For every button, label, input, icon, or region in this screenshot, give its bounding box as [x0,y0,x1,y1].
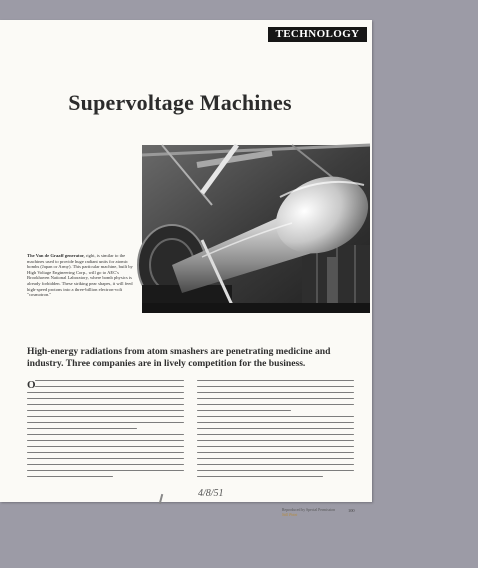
body-text-line [197,422,354,423]
caption-text: right, is similar to the machines used to provide huge radiant units for atomic bombs (Japan or Army). This particular machine, built by High Voltage Engineering Corp., will go to AEC's Brookhaven National Laboratory, where bomb physics is already forbidden. These striking pear shapes, it will feed high-speed protons into a three-billion electron-volt "cosmotron." [27,253,133,298]
body-text-line [197,452,354,453]
body-text-line [197,398,354,399]
body-text-line [197,380,354,381]
photo-caption [27,253,135,298]
body-text-line [197,416,354,417]
body-column-left [27,380,184,480]
body-text-line [27,404,184,405]
pen-mark [159,494,164,504]
body-text-line [27,392,184,393]
body-text-line [197,440,354,441]
body-text-line [197,434,354,435]
credit-line: Reproduced by Special Permission [282,508,336,512]
van-de-graaff-photo [142,145,370,313]
credit-stamp: Still Point [282,513,298,517]
body-text-line [197,392,354,393]
article-title: Supervoltage Machines [68,90,292,115]
body-text-line [35,380,184,381]
body-text-line [27,452,184,453]
body-columns [27,380,357,480]
body-text-line [27,422,184,423]
body-text-line [35,386,184,387]
magazine-page [0,20,372,517]
body-text-line [27,470,184,471]
body-column-right [197,380,354,480]
body-text-line [27,410,184,411]
body-text-line [197,386,354,387]
body-text-line [197,476,323,477]
drop-cap: O [27,379,36,391]
body-text-line [197,464,354,465]
body-text-line [27,398,184,399]
body-text-line [197,458,354,459]
article-photo [142,145,370,313]
body-text-line [197,404,354,405]
body-text-line [197,470,354,471]
body-text-line [27,458,184,459]
body-text-line [27,440,184,441]
body-text-line [27,416,184,417]
handwritten-date: 4/8/51 [198,488,224,499]
body-text-line [27,428,137,429]
body-text-line [27,434,184,435]
body-text-line [197,410,291,411]
body-text-line [197,428,354,429]
article-deck: High-energy radiations from atom smashers are penetrating medicine and industry. Three companies are in lively competition for the business. [27,346,331,369]
caption-lead: The Van de Graaff generator, [27,253,85,258]
section-tag: TECHNOLOGY [268,27,367,42]
body-text-line [27,446,184,447]
footer-credit [282,508,335,518]
body-text-line [197,446,354,447]
body-text-line [27,464,184,465]
page-number: 100 [348,508,355,513]
body-text-line [27,476,113,477]
